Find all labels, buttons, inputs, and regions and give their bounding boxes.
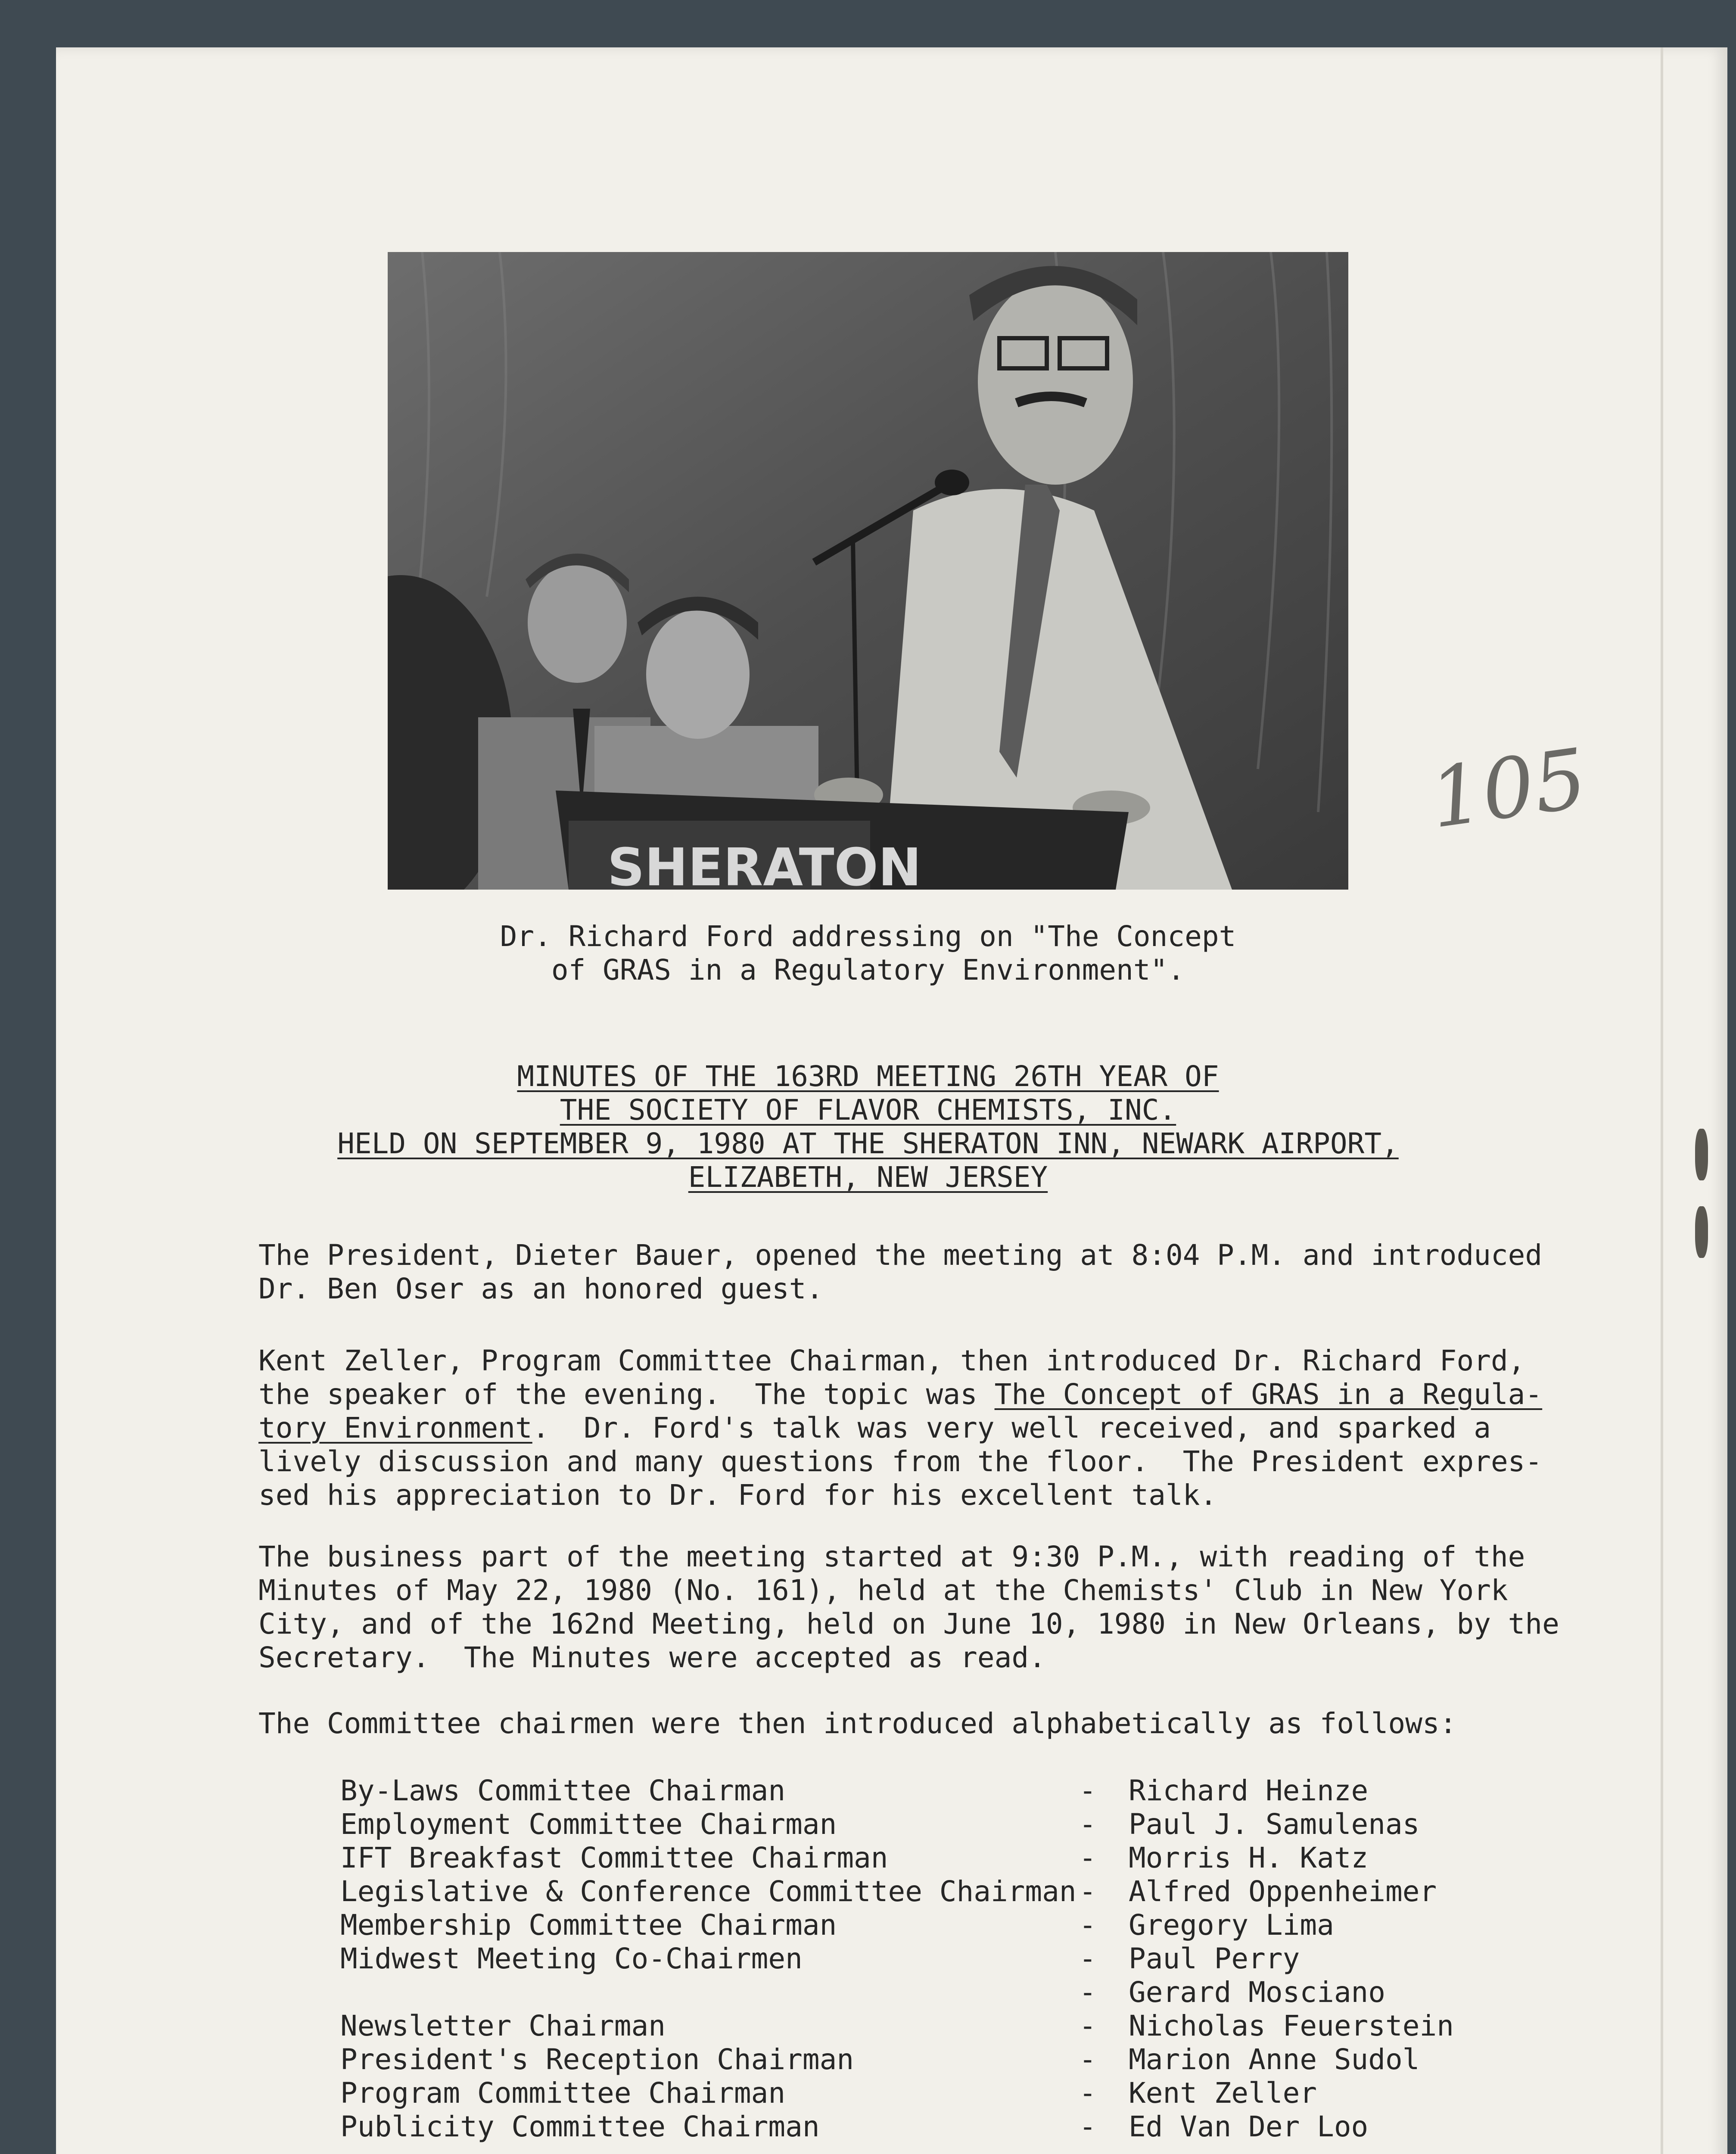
- paragraph-4: The Committee chairmen were then introduced alphabetically as follows:: [258, 1707, 1457, 1740]
- paragraph-2-line-2: the speaker of the evening. The topic was The Concept of GRAS in a Regula-: [258, 1378, 1543, 1411]
- committee-role: By-Laws Committee Chairman: [340, 1774, 786, 1807]
- minutes-heading-line-1: MINUTES OF THE 163RD MEETING 26TH YEAR OF: [517, 1060, 1219, 1093]
- paragraph-2-line-1: Kent Zeller, Program Committee Chairman, then introduced Dr. Richard Ford,: [258, 1344, 1525, 1377]
- committee-chairman-name: Paul Perry: [1129, 1942, 1300, 1975]
- committee-chairman-name: Paul J. Samulenas: [1129, 1808, 1420, 1841]
- speaker-photo: [388, 252, 1348, 890]
- minutes-heading-line-3: HELD ON SEPTEMBER 9, 1980 AT THE SHERATON INN, NEWARK AIRPORT,: [337, 1127, 1399, 1160]
- committee-role: Membership Committee Chairman: [340, 1908, 837, 1942]
- committee-role: Newsletter Chairman: [340, 2009, 666, 2042]
- committee-chairman-name: Alfred Oppenheimer: [1129, 1875, 1437, 1908]
- committee-chairman-name: Gregory Lima: [1129, 1908, 1334, 1942]
- committee-chairman-name: Gerard Mosciano: [1129, 1976, 1386, 2009]
- binder-hole: [1695, 1206, 1708, 1258]
- paragraph-2-line-5: sed his appreciation to Dr. Ford for his excellent talk.: [258, 1479, 1217, 1512]
- committee-dash: -: [1079, 2110, 1096, 2143]
- paragraph-1-line-2: Dr. Ben Oser as an honored guest.: [258, 1272, 824, 1305]
- photo-caption-line-1: Dr. Richard Ford addressing on "The Concept: [500, 920, 1236, 953]
- handwritten-page-note: 105: [1424, 730, 1593, 847]
- committee-dash: -: [1079, 2043, 1096, 2076]
- paragraph-2-line-3: tory Environment. Dr. Ford's talk was very well received, and sparked a: [258, 1411, 1491, 1444]
- committee-dash: -: [1079, 1774, 1096, 1807]
- committee-dash: -: [1079, 1841, 1096, 1874]
- committee-chairman-name: Morris H. Katz: [1129, 1841, 1369, 1874]
- paragraph-3-line-4: Secretary. The Minutes were accepted as read.: [258, 1641, 1046, 1674]
- committee-chairman-name: Kent Zeller: [1129, 2076, 1317, 2110]
- committee-chairman-name: Marion Anne Sudol: [1129, 2043, 1420, 2076]
- committee-chairman-name: Richard Heinze: [1129, 1774, 1369, 1807]
- paragraph-2-line-4: lively discussion and many questions from the floor. The President expres-: [258, 1445, 1543, 1478]
- minutes-heading-line-2: THE SOCIETY OF FLAVOR CHEMISTS, INC.: [560, 1093, 1176, 1127]
- photo-caption-line-2: of GRAS in a Regulatory Environment".: [551, 953, 1185, 987]
- committee-role: IFT Breakfast Committee Chairman: [340, 1841, 888, 1874]
- committee-dash: -: [1079, 1942, 1096, 1975]
- podium-text: SHERATON: [607, 838, 922, 890]
- committee-dash: -: [1079, 2009, 1096, 2042]
- committee-role: Midwest Meeting Co-Chairmen: [340, 1942, 803, 1975]
- photo-speaker-at-podium-icon: [388, 252, 1348, 890]
- committee-role: Legislative & Conference Committee Chairman: [340, 1875, 1076, 1908]
- committee-role: Employment Committee Chairman: [340, 1808, 837, 1841]
- committee-dash: -: [1079, 1908, 1096, 1942]
- committee-dash: -: [1079, 1808, 1096, 1841]
- committee-dash: -: [1079, 1976, 1096, 2009]
- paragraph-1-line-1: The President, Dieter Bauer, opened the meeting at 8:04 P.M. and introduced: [258, 1239, 1543, 1272]
- committee-dash: -: [1079, 2076, 1096, 2110]
- committee-role: President's Reception Chairman: [340, 2043, 854, 2076]
- paragraph-3-line-2: Minutes of May 22, 1980 (No. 161), held at the Chemists' Club in New York: [258, 1574, 1508, 1607]
- minutes-heading-line-4: ELIZABETH, NEW JERSEY: [688, 1161, 1048, 1194]
- committee-dash: -: [1079, 1875, 1096, 1908]
- paragraph-3-line-3: City, and of the 162nd Meeting, held on June 10, 1980 in New Orleans, by the: [258, 1607, 1559, 1640]
- committee-role: Program Committee Chairman: [340, 2076, 786, 2110]
- committee-chairman-name: Ed Van Der Loo: [1129, 2110, 1369, 2143]
- paragraph-3-line-1: The business part of the meeting started at 9:30 P.M., with reading of the: [258, 1540, 1525, 1573]
- committee-chairman-name: Nicholas Feuerstein: [1129, 2009, 1454, 2042]
- committee-role: Publicity Committee Chairman: [340, 2110, 820, 2143]
